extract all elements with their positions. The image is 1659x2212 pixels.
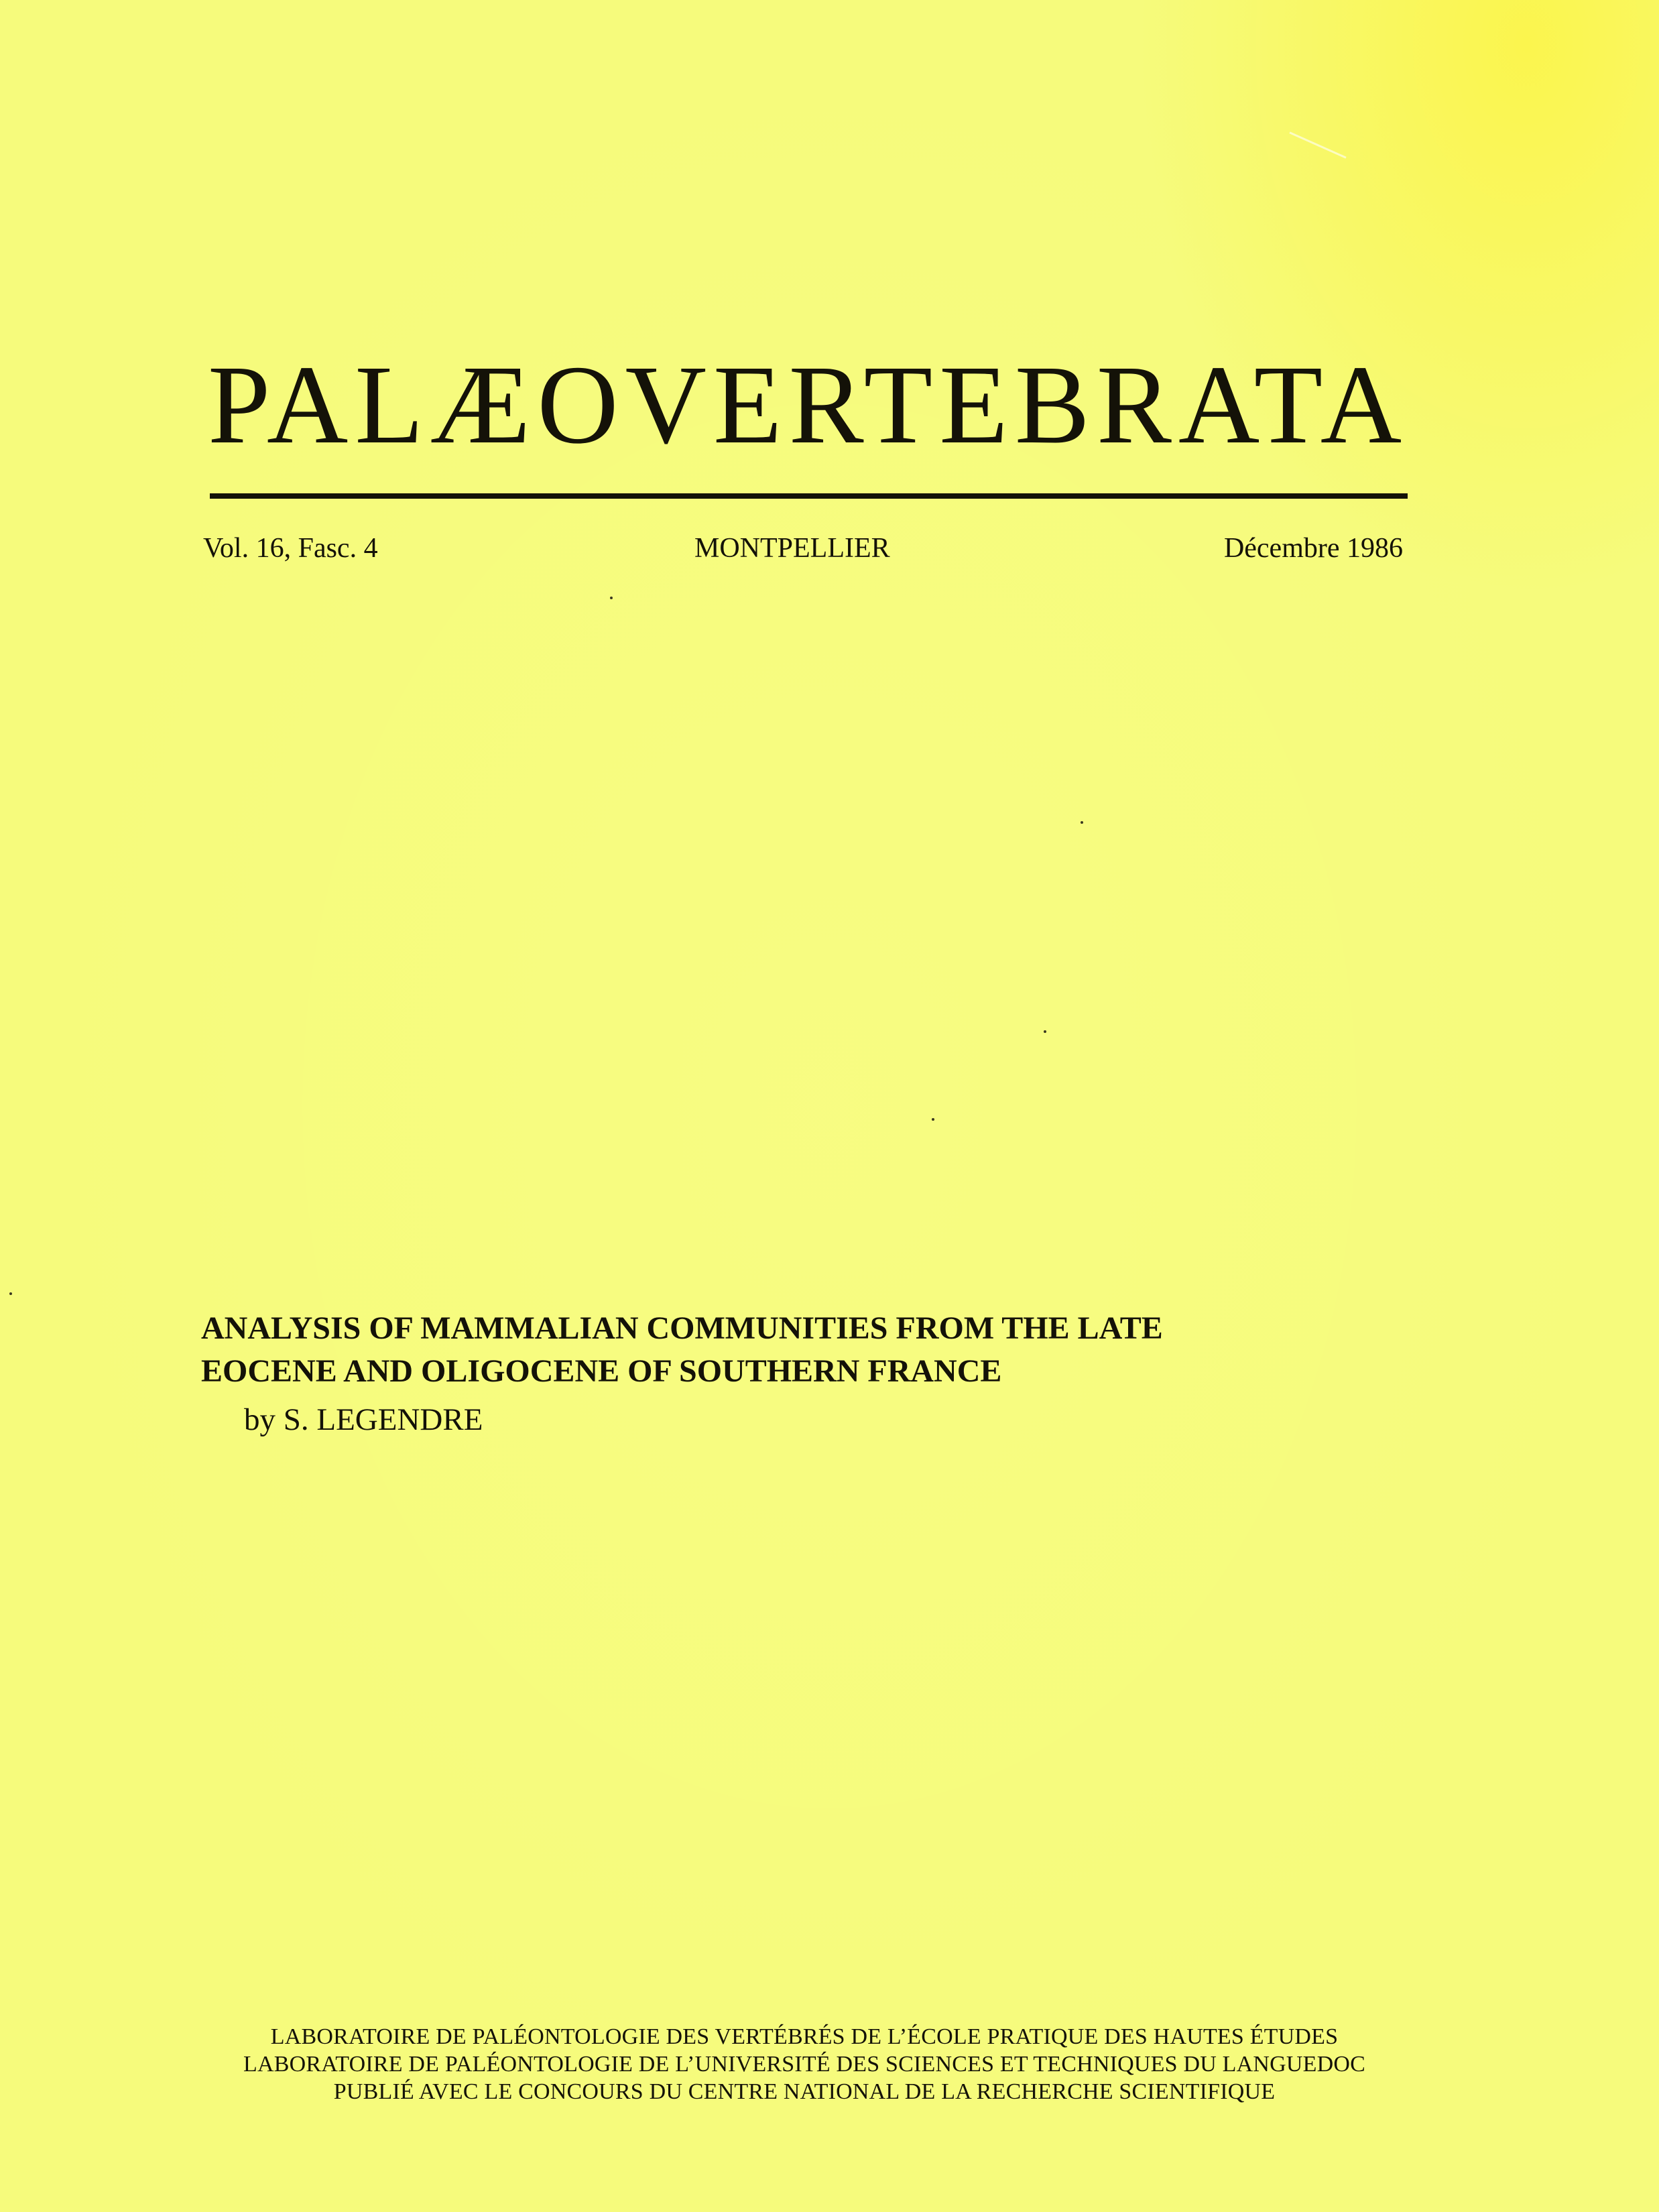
paper-speck <box>1044 1030 1046 1033</box>
paper-speck <box>9 1292 12 1295</box>
issue-place: MONTPELLIER <box>694 533 890 564</box>
article-title <box>201 1307 1341 1393</box>
title-rule <box>210 493 1408 499</box>
issue-info <box>203 528 1403 568</box>
issue-date: Décembre 1986 <box>1223 533 1403 564</box>
publisher-footer <box>188 2023 1421 2105</box>
footer-line: PUBLIÉ AVEC LE CONCOURS DU CENTRE NATIONAL DE LA RECHERCHE SCIENTIFIQUE <box>333 2079 1276 2104</box>
issue-volume: Vol. 16, Fasc. 4 <box>203 533 378 564</box>
footer-line: LABORATOIRE DE PALÉONTOLOGIE DE L’UNIVERSITÉ DES SCIENCES ET TECHNIQUES DU LANGUEDOC <box>243 2052 1365 2077</box>
article-title-line: EOCENE AND OLIGOCENE OF SOUTHERN FRANCE <box>201 1353 1002 1389</box>
footer-line: LABORATOIRE DE PALÉONTOLOGIE DES VERTÉBRÉS DE L’ÉCOLE PRATIQUE DES HAUTES ÉTUDES <box>270 2024 1339 2049</box>
paper-speck <box>610 597 613 599</box>
paper-scratch-mark <box>1289 131 1346 158</box>
article-heading <box>201 1307 1341 1441</box>
article-author: by S. LEGENDRE <box>244 1402 483 1437</box>
article-title-line: ANALYSIS OF MAMMALIAN COMMUNITIES FROM THE LATE <box>201 1310 1163 1346</box>
paper-speck <box>1081 821 1083 824</box>
paper-speck <box>932 1118 934 1121</box>
journal-title: PALÆOVERTEBRATA <box>208 343 1409 467</box>
